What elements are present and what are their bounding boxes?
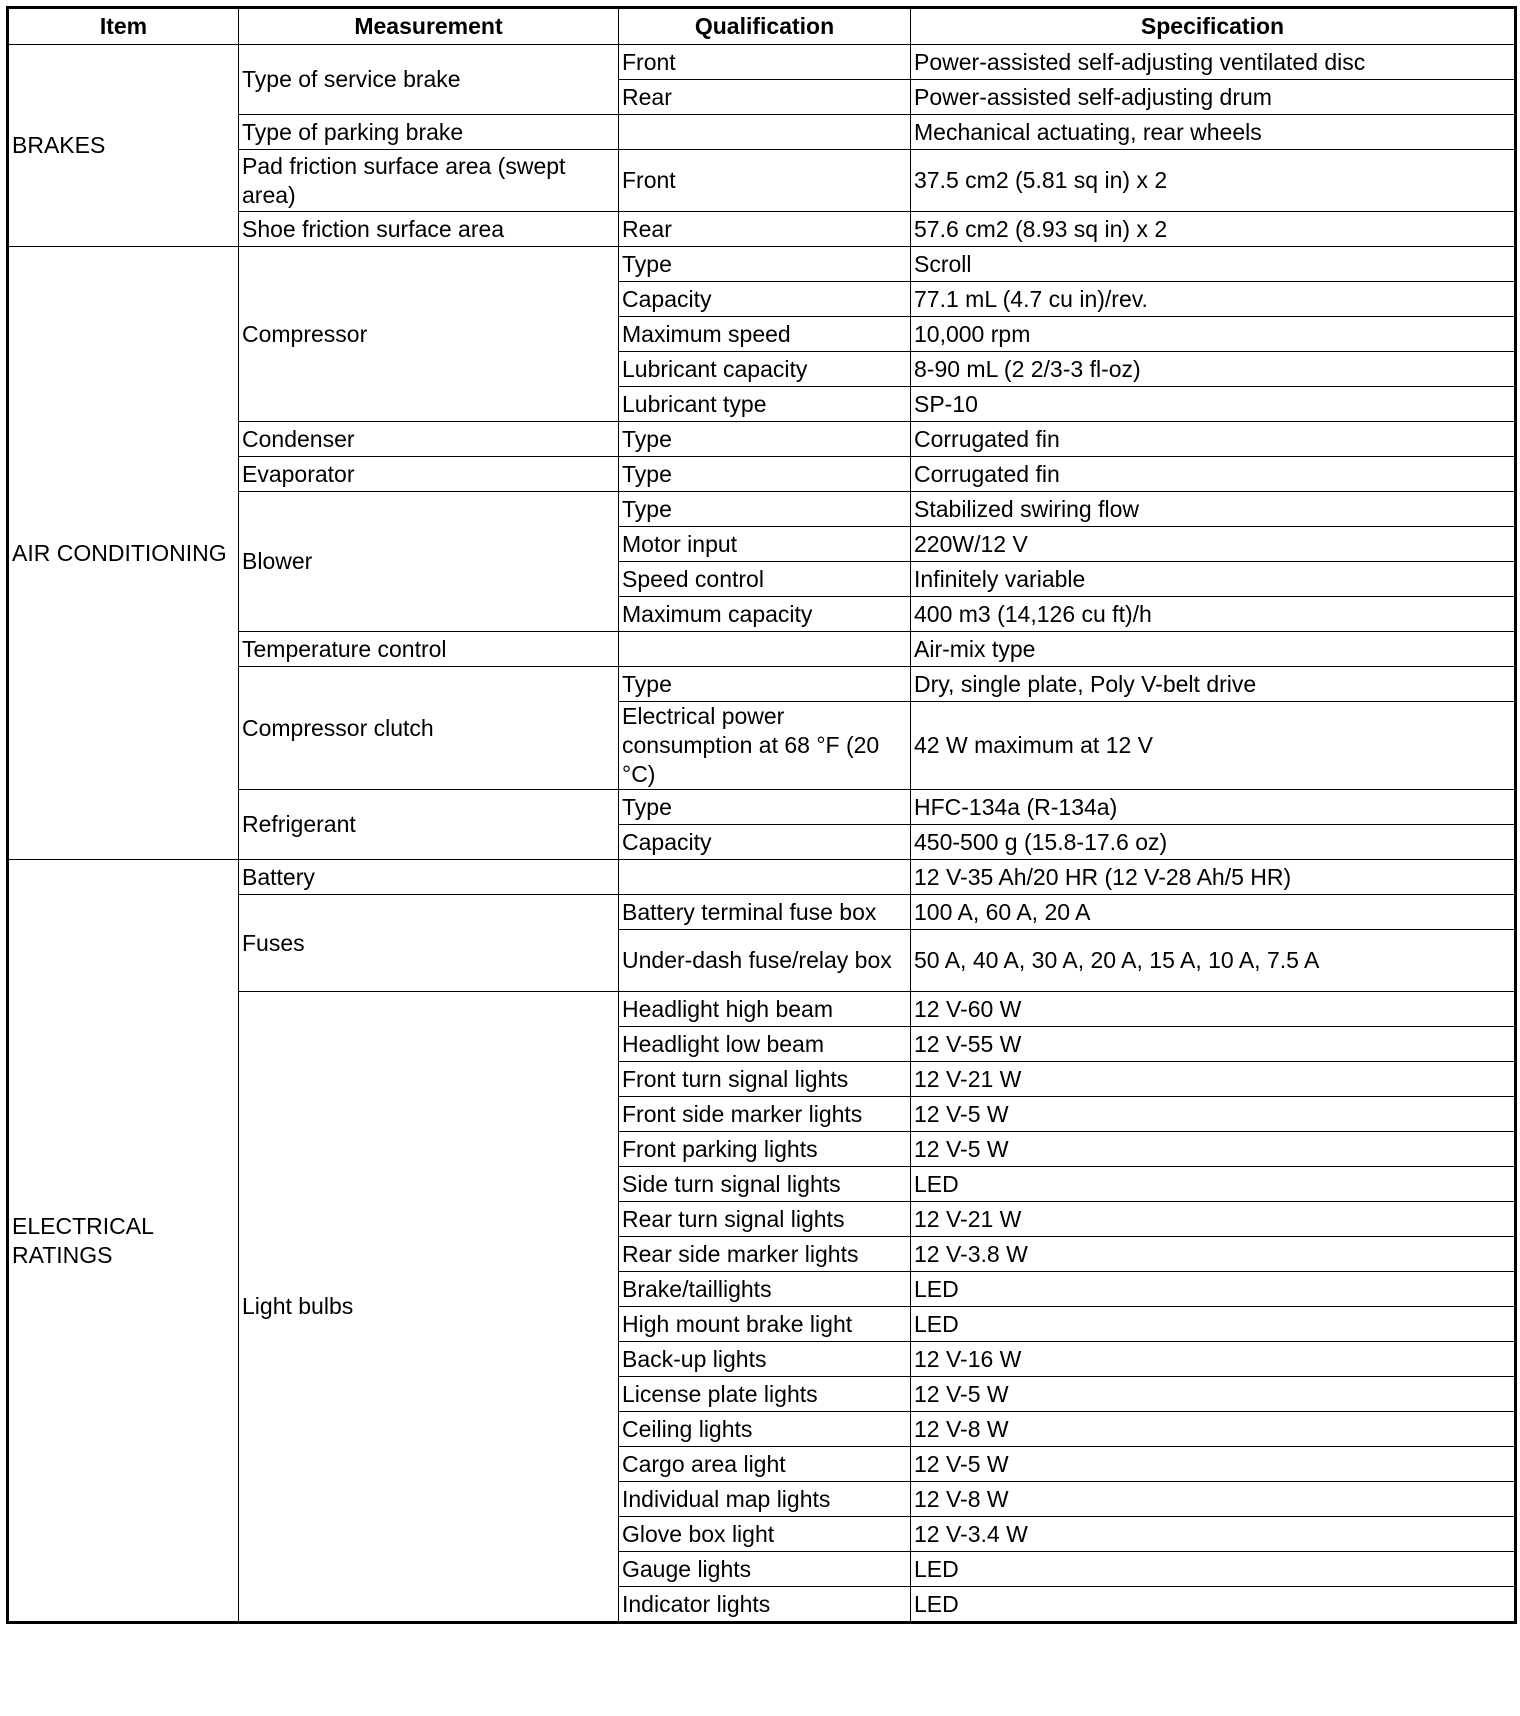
specification-cell: LED xyxy=(911,1307,1516,1342)
qualification-cell: Rear xyxy=(619,212,911,247)
qualification-cell: Brake/taillights xyxy=(619,1272,911,1307)
specification-cell: 12 V-5 W xyxy=(911,1377,1516,1412)
specification-cell: Dry, single plate, Poly V-belt drive xyxy=(911,667,1516,702)
qualification-cell: Under-dash fuse/relay box xyxy=(619,930,911,992)
qualification-cell: Cargo area light xyxy=(619,1447,911,1482)
qualification-cell xyxy=(619,860,911,895)
qualification-cell: Front xyxy=(619,45,911,80)
specification-cell: 57.6 cm2 (8.93 sq in) x 2 xyxy=(911,212,1516,247)
table-row xyxy=(8,860,1516,895)
specification-cell: Power-assisted self-adjusting drum xyxy=(911,80,1516,115)
specification-cell: 12 V-5 W xyxy=(911,1132,1516,1167)
specification-cell: 10,000 rpm xyxy=(911,317,1516,352)
qualification-cell: Electrical power consumption at 68 °F (20 °C) xyxy=(619,702,911,790)
qualification-cell: Type xyxy=(619,457,911,492)
qualification-cell: Glove box light xyxy=(619,1517,911,1552)
specification-cell: 77.1 mL (4.7 cu in)/rev. xyxy=(911,282,1516,317)
specification-cell: 12 V-21 W xyxy=(911,1062,1516,1097)
qualification-cell: Front turn signal lights xyxy=(619,1062,911,1097)
specification-cell: 220W/12 V xyxy=(911,527,1516,562)
specification-cell: Scroll xyxy=(911,247,1516,282)
header-qualification: Qualification xyxy=(619,8,911,45)
qualification-cell: Rear turn signal lights xyxy=(619,1202,911,1237)
qualification-cell: Capacity xyxy=(619,825,911,860)
specification-cell: 8-90 mL (2 2/3-3 fl-oz) xyxy=(911,352,1516,387)
header-measurement: Measurement xyxy=(239,8,619,45)
specification-cell: 12 V-5 W xyxy=(911,1097,1516,1132)
qualification-cell: High mount brake light xyxy=(619,1307,911,1342)
specification-cell: 400 m3 (14,126 cu ft)/h xyxy=(911,597,1516,632)
specification-cell: Corrugated fin xyxy=(911,457,1516,492)
qualification-cell: Headlight high beam xyxy=(619,992,911,1027)
qualification-cell: Rear side marker lights xyxy=(619,1237,911,1272)
specification-cell: 450-500 g (15.8-17.6 oz) xyxy=(911,825,1516,860)
qualification-cell: Type xyxy=(619,247,911,282)
item-cell: AIR CONDITIONING xyxy=(8,247,239,860)
table-row xyxy=(8,45,1516,80)
qualification-cell: Maximum capacity xyxy=(619,597,911,632)
specification-cell: Power-assisted self-adjusting ventilated disc xyxy=(911,45,1516,80)
specification-cell: 12 V-16 W xyxy=(911,1342,1516,1377)
specification-cell: Mechanical actuating, rear wheels xyxy=(911,115,1516,150)
spec-sheet xyxy=(6,6,1514,1624)
qualification-cell: Gauge lights xyxy=(619,1552,911,1587)
qualification-cell: Side turn signal lights xyxy=(619,1167,911,1202)
qualification-cell: Indicator lights xyxy=(619,1587,911,1623)
specification-cell: HFC-134a (R-134a) xyxy=(911,790,1516,825)
specification-cell: LED xyxy=(911,1272,1516,1307)
measurement-cell: Fuses xyxy=(239,895,619,992)
qualification-cell: Maximum speed xyxy=(619,317,911,352)
specification-cell: LED xyxy=(911,1587,1516,1623)
specification-cell: 12 V-8 W xyxy=(911,1412,1516,1447)
qualification-cell: Front xyxy=(619,150,911,212)
qualification-cell xyxy=(619,115,911,150)
qualification-cell: Lubricant capacity xyxy=(619,352,911,387)
specifications-table xyxy=(6,6,1517,1624)
qualification-cell: Front parking lights xyxy=(619,1132,911,1167)
specification-cell: 50 A, 40 A, 30 A, 20 A, 15 A, 10 A, 7.5 A xyxy=(911,930,1516,992)
specification-cell: 12 V-5 W xyxy=(911,1447,1516,1482)
qualification-cell: Rear xyxy=(619,80,911,115)
qualification-cell: Back-up lights xyxy=(619,1342,911,1377)
specification-cell: 12 V-21 W xyxy=(911,1202,1516,1237)
specification-cell: Corrugated fin xyxy=(911,422,1516,457)
specification-cell: Stabilized swiring flow xyxy=(911,492,1516,527)
qualification-cell: Capacity xyxy=(619,282,911,317)
qualification-cell: Headlight low beam xyxy=(619,1027,911,1062)
measurement-cell: Evaporator xyxy=(239,457,619,492)
table-body xyxy=(8,45,1516,1623)
measurement-cell: Compressor clutch xyxy=(239,667,619,790)
measurement-cell: Condenser xyxy=(239,422,619,457)
specification-cell: LED xyxy=(911,1552,1516,1587)
specification-cell: 12 V-8 W xyxy=(911,1482,1516,1517)
table-header xyxy=(8,8,1516,45)
specification-cell: SP-10 xyxy=(911,387,1516,422)
measurement-cell: Battery xyxy=(239,860,619,895)
measurement-cell: Type of parking brake xyxy=(239,115,619,150)
measurement-cell: Compressor xyxy=(239,247,619,422)
specification-cell: Air-mix type xyxy=(911,632,1516,667)
header-row xyxy=(8,8,1516,45)
measurement-cell: Light bulbs xyxy=(239,992,619,1623)
qualification-cell: Type xyxy=(619,667,911,702)
qualification-cell: Ceiling lights xyxy=(619,1412,911,1447)
measurement-cell: Shoe friction surface area xyxy=(239,212,619,247)
specification-cell: 12 V-35 Ah/20 HR (12 V-28 Ah/5 HR) xyxy=(911,860,1516,895)
qualification-cell: Lubricant type xyxy=(619,387,911,422)
specification-cell: 12 V-60 W xyxy=(911,992,1516,1027)
measurement-cell: Pad friction surface area (swept area) xyxy=(239,150,619,212)
specification-cell: Infinitely variable xyxy=(911,562,1516,597)
specification-cell: 100 A, 60 A, 20 A xyxy=(911,895,1516,930)
specification-cell: 12 V-3.8 W xyxy=(911,1237,1516,1272)
specification-cell: 37.5 cm2 (5.81 sq in) x 2 xyxy=(911,150,1516,212)
specification-cell: 42 W maximum at 12 V xyxy=(911,702,1516,790)
header-specification: Specification xyxy=(911,8,1516,45)
specification-cell: 12 V-55 W xyxy=(911,1027,1516,1062)
measurement-cell: Blower xyxy=(239,492,619,632)
qualification-cell: Motor input xyxy=(619,527,911,562)
item-cell: ELECTRICAL RATINGS xyxy=(8,860,239,1623)
measurement-cell: Temperature control xyxy=(239,632,619,667)
qualification-cell: Type xyxy=(619,492,911,527)
qualification-cell: License plate lights xyxy=(619,1377,911,1412)
measurement-cell: Refrigerant xyxy=(239,790,619,860)
specification-cell: LED xyxy=(911,1167,1516,1202)
qualification-cell: Type xyxy=(619,422,911,457)
qualification-cell: Battery terminal fuse box xyxy=(619,895,911,930)
qualification-cell: Type xyxy=(619,790,911,825)
qualification-cell: Speed control xyxy=(619,562,911,597)
qualification-cell xyxy=(619,632,911,667)
table-row xyxy=(8,247,1516,282)
qualification-cell: Front side marker lights xyxy=(619,1097,911,1132)
specification-cell: 12 V-3.4 W xyxy=(911,1517,1516,1552)
qualification-cell: Individual map lights xyxy=(619,1482,911,1517)
header-item: Item xyxy=(8,8,239,45)
measurement-cell: Type of service brake xyxy=(239,45,619,115)
item-cell: BRAKES xyxy=(8,45,239,247)
